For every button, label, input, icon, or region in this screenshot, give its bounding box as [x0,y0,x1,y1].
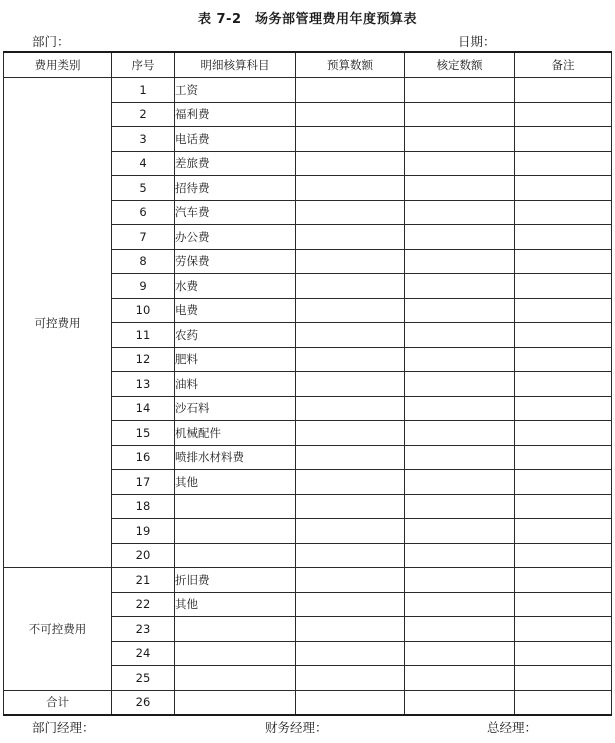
category-cell: 不可控费用 [4,568,112,691]
approved-amount-cell[interactable] [405,200,515,225]
row-number-cell: 20 [112,543,175,568]
table-row [4,78,612,103]
remarks-cell[interactable] [515,568,612,593]
budget-amount-cell[interactable] [296,519,405,544]
approved-amount-cell[interactable] [405,396,515,421]
budget-amount-cell[interactable] [296,347,405,372]
account-item-cell: 福利费 [175,102,296,127]
remarks-cell[interactable] [515,176,612,201]
row-number-cell: 21 [112,568,175,593]
row-number-cell: 9 [112,274,175,299]
remarks-cell[interactable] [515,323,612,348]
row-number-cell: 25 [112,666,175,691]
approved-amount-cell[interactable] [405,641,515,666]
budget-amount-cell[interactable] [296,372,405,397]
row-number-cell: 10 [112,298,175,323]
row-number-cell: 22 [112,592,175,617]
remarks-cell[interactable] [515,641,612,666]
approved-amount-cell[interactable] [405,519,515,544]
approved-amount-cell[interactable] [405,323,515,348]
row-number-cell: 26 [112,690,175,715]
budget-table [3,51,612,716]
remarks-cell[interactable] [515,200,612,225]
approved-amount-cell[interactable] [405,298,515,323]
approved-amount-cell[interactable] [405,151,515,176]
remarks-cell[interactable] [515,249,612,274]
approved-amount-cell[interactable] [405,592,515,617]
account-item-cell: 农药 [175,323,296,348]
budget-amount-cell[interactable] [296,274,405,299]
budget-amount-cell[interactable] [296,666,405,691]
account-item-cell [175,641,296,666]
approved-amount-cell[interactable] [405,127,515,152]
approved-amount-cell[interactable] [405,568,515,593]
budget-amount-cell[interactable] [296,421,405,446]
account-item-cell [175,666,296,691]
approved-amount-cell[interactable] [405,102,515,127]
row-number-cell: 15 [112,421,175,446]
row-number-cell: 3 [112,127,175,152]
remarks-cell[interactable] [515,298,612,323]
budget-amount-cell[interactable] [296,592,405,617]
row-number-cell: 16 [112,445,175,470]
remarks-cell[interactable] [515,666,612,691]
account-item-cell [175,519,296,544]
row-number-cell: 4 [112,151,175,176]
column-header-approved: 核定数额 [405,52,515,78]
row-number-cell: 7 [112,225,175,250]
budget-amount-cell[interactable] [296,690,405,715]
account-item-cell: 汽车费 [175,200,296,225]
budget-amount-cell[interactable] [296,249,405,274]
row-number-cell: 2 [112,102,175,127]
column-header-category: 费用类别 [4,52,112,78]
account-item-cell: 招待费 [175,176,296,201]
document-title: 表 7-2 场务部管理费用年度预算表 [197,12,417,27]
budget-amount-cell[interactable] [296,102,405,127]
approved-amount-cell[interactable] [405,470,515,495]
account-item-cell: 劳保费 [175,249,296,274]
account-item-cell: 喷排水材料费 [175,445,296,470]
budget-amount-cell[interactable] [296,151,405,176]
column-header-number: 序号 [112,52,175,78]
remarks-cell[interactable] [515,617,612,642]
remarks-cell[interactable] [515,372,612,397]
budget-amount-cell[interactable] [296,445,405,470]
approved-amount-cell[interactable] [405,347,515,372]
approved-amount-cell[interactable] [405,176,515,201]
approved-amount-cell[interactable] [405,225,515,250]
account-item-cell: 油料 [175,372,296,397]
account-item-cell: 差旅费 [175,151,296,176]
dept-manager-label: 部门经理： [32,720,95,735]
remarks-cell[interactable] [515,421,612,446]
approved-amount-cell[interactable] [405,249,515,274]
budget-amount-cell[interactable] [296,200,405,225]
budget-amount-cell[interactable] [296,396,405,421]
approved-amount-cell[interactable] [405,445,515,470]
row-number-cell: 6 [112,200,175,225]
account-item-cell: 水费 [175,274,296,299]
budget-amount-cell[interactable] [296,543,405,568]
remarks-cell[interactable] [515,690,612,715]
budget-amount-cell[interactable] [296,298,405,323]
category-cell: 可控费用 [4,78,112,568]
account-item-cell [175,617,296,642]
finance-manager-label: 财务经理： [265,720,328,735]
column-header-remarks: 备注 [515,52,612,78]
table-header-row [4,52,612,78]
account-item-cell [175,690,296,715]
table-row [4,690,612,715]
remarks-cell[interactable] [515,396,612,421]
budget-amount-cell[interactable] [296,127,405,152]
table-row [4,568,612,593]
account-item-cell [175,543,296,568]
budget-amount-cell[interactable] [296,176,405,201]
department-label: 部门： [32,34,70,49]
account-item-cell: 折旧费 [175,568,296,593]
budget-amount-cell[interactable] [296,323,405,348]
budget-amount-cell[interactable] [296,78,405,103]
account-item-cell: 肥料 [175,347,296,372]
row-number-cell: 11 [112,323,175,348]
budget-amount-cell[interactable] [296,617,405,642]
approved-amount-cell[interactable] [405,78,515,103]
date-label: 日期： [458,34,496,49]
row-number-cell: 13 [112,372,175,397]
category-cell: 合计 [4,690,112,715]
row-number-cell: 1 [112,78,175,103]
remarks-cell[interactable] [515,225,612,250]
approved-amount-cell[interactable] [405,690,515,715]
budget-amount-cell[interactable] [296,568,405,593]
account-item-cell: 沙石料 [175,396,296,421]
remarks-cell[interactable] [515,347,612,372]
remarks-cell[interactable] [515,274,612,299]
row-number-cell: 24 [112,641,175,666]
remarks-cell[interactable] [515,592,612,617]
budget-amount-cell[interactable] [296,225,405,250]
row-number-cell: 23 [112,617,175,642]
approved-amount-cell[interactable] [405,274,515,299]
row-number-cell: 12 [112,347,175,372]
general-manager-label: 总经理： [487,720,538,735]
budget-amount-cell[interactable] [296,470,405,495]
remarks-cell[interactable] [515,445,612,470]
account-item-cell: 电费 [175,298,296,323]
approved-amount-cell[interactable] [405,372,515,397]
account-item-cell: 办公费 [175,225,296,250]
column-header-budget: 预算数额 [296,52,405,78]
row-number-cell: 5 [112,176,175,201]
approved-amount-cell[interactable] [405,543,515,568]
remarks-cell[interactable] [515,151,612,176]
account-item-cell [175,494,296,519]
remarks-cell[interactable] [515,470,612,495]
row-number-cell: 18 [112,494,175,519]
approved-amount-cell[interactable] [405,421,515,446]
account-item-cell: 工资 [175,78,296,103]
column-header-account: 明细核算科目 [175,52,296,78]
budget-amount-cell[interactable] [296,494,405,519]
remarks-cell[interactable] [515,102,612,127]
account-item-cell: 其他 [175,470,296,495]
remarks-cell[interactable] [515,519,612,544]
approved-amount-cell[interactable] [405,666,515,691]
row-number-cell: 17 [112,470,175,495]
remarks-cell[interactable] [515,78,612,103]
budget-amount-cell[interactable] [296,641,405,666]
account-item-cell: 其他 [175,592,296,617]
approved-amount-cell[interactable] [405,494,515,519]
account-item-cell: 电话费 [175,127,296,152]
remarks-cell[interactable] [515,494,612,519]
account-item-cell: 机械配件 [175,421,296,446]
remarks-cell[interactable] [515,543,612,568]
approved-amount-cell[interactable] [405,617,515,642]
remarks-cell[interactable] [515,127,612,152]
row-number-cell: 14 [112,396,175,421]
row-number-cell: 19 [112,519,175,544]
row-number-cell: 8 [112,249,175,274]
